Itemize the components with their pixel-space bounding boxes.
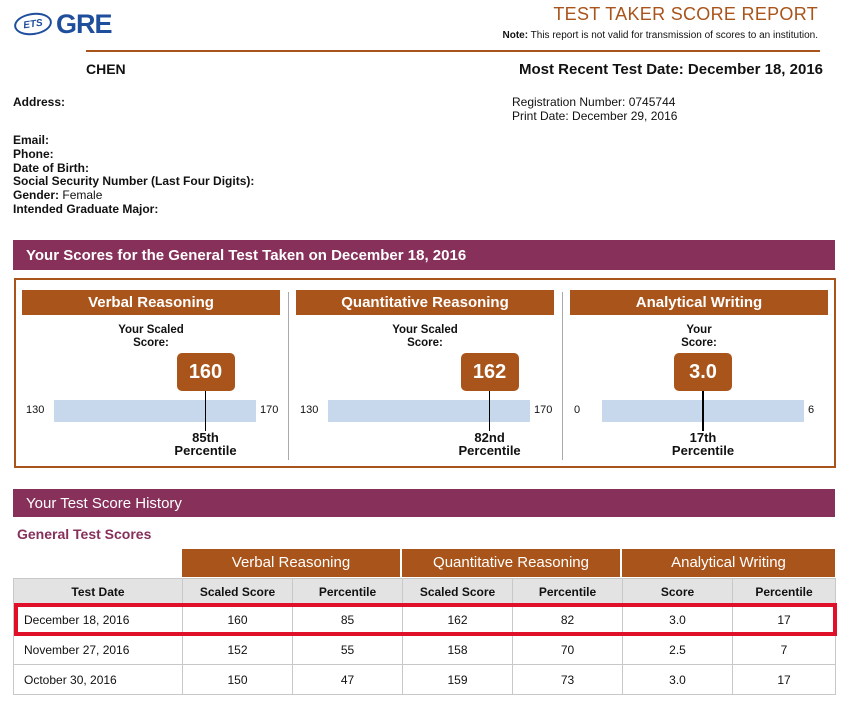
info-label: Intended Graduate Major: — [13, 201, 159, 216]
info-value: Female — [62, 188, 103, 203]
score-cell: 159 — [403, 665, 513, 695]
percentile-rank: 17th — [689, 430, 717, 445]
score-section — [296, 290, 554, 462]
gre-wordmark: GRE — [56, 8, 112, 39]
percentile-word: Percentile — [458, 443, 521, 458]
score-panel — [14, 278, 836, 468]
score-cell: 3.0 — [623, 605, 733, 635]
column-header: Test Date — [14, 579, 183, 605]
score-value-box: 3.0 — [674, 353, 732, 391]
score-marker — [205, 391, 207, 431]
score-cell: 3.0 — [623, 665, 733, 695]
score-cell: 55 — [293, 635, 403, 665]
scale-max-label: 170 — [260, 404, 279, 416]
info-label: Email: — [13, 133, 50, 147]
column-header: Percentile — [293, 579, 403, 605]
info-line — [13, 189, 254, 203]
registration-info — [512, 95, 677, 123]
score-cell: 162 — [403, 605, 513, 635]
column-header: Scaled Score — [183, 579, 293, 605]
scale-min-label: 130 — [26, 404, 45, 416]
section-title: Analytical Writing — [570, 290, 828, 315]
header-divider — [86, 50, 820, 52]
test-date-cell: December 18, 2016 — [14, 605, 183, 635]
scale-min-label: 0 — [574, 404, 581, 416]
score-cell: 2.5 — [623, 635, 733, 665]
info-label: Social Security Number (Last Four Digits): — [13, 174, 255, 189]
scaled-score-label-line: Score: — [681, 337, 717, 349]
score-value-box: 160 — [177, 353, 235, 391]
section-divider — [562, 292, 563, 460]
score-cell: 47 — [293, 665, 403, 695]
print-date: Print Date: December 29, 2016 — [512, 109, 678, 123]
group-header-verbal: Verbal Reasoning — [182, 549, 400, 577]
info-line — [13, 134, 254, 148]
section-title: Verbal Reasoning — [22, 290, 280, 315]
score-marker — [489, 391, 491, 431]
highlight-box — [14, 603, 837, 636]
report-note — [502, 30, 818, 41]
info-label: Gender: — [13, 188, 60, 203]
info-label: Phone: — [13, 146, 54, 161]
score-section — [22, 290, 280, 462]
score-cell: 7 — [733, 635, 836, 665]
score-cell: 82 — [513, 605, 623, 635]
test-date-cell: November 27, 2016 — [14, 635, 183, 665]
table-row — [14, 665, 836, 695]
percentile-rank: 82nd — [474, 430, 505, 445]
info-label: Date of Birth: — [13, 160, 89, 175]
score-cell: 70 — [513, 635, 623, 665]
section-divider — [288, 292, 289, 460]
scaled-score-label-line: Your Scaled — [118, 324, 184, 336]
score-cell: 17 — [733, 605, 836, 635]
percentile-label — [430, 431, 550, 457]
score-section — [570, 290, 828, 462]
score-cell: 85 — [293, 605, 403, 635]
score-cell: 17 — [733, 665, 836, 695]
scale-max-label: 170 — [534, 404, 553, 416]
column-header: Percentile — [733, 579, 836, 605]
note-text: This report is not valid for transmission of scores to an institution. — [530, 30, 818, 41]
score-value-box: 162 — [461, 353, 519, 391]
score-scale-bar — [328, 400, 530, 422]
test-date-cell: October 30, 2016 — [14, 665, 183, 695]
group-header-writing: Analytical Writing — [622, 549, 835, 577]
candidate-info — [13, 134, 254, 217]
scaled-score-label — [570, 324, 828, 350]
score-marker — [702, 391, 704, 431]
note-label: Note: — [502, 30, 529, 41]
score-scale-bar — [54, 400, 256, 422]
scaled-score-label-line: Your — [686, 324, 712, 336]
address-label: Address: — [13, 95, 66, 109]
percentile-label — [146, 431, 266, 457]
score-cell: 160 — [183, 605, 293, 635]
table-header-row — [14, 579, 836, 605]
history-subtitle: General Test Scores — [17, 526, 152, 542]
score-cell: 152 — [183, 635, 293, 665]
history-banner: Your Test Score History — [13, 489, 835, 517]
percentile-word: Percentile — [174, 443, 237, 458]
registration-number: Registration Number: 0745744 — [512, 95, 676, 109]
scale-min-label: 130 — [300, 404, 319, 416]
most-recent-test-date: Most Recent Test Date: December 18, 2016 — [518, 61, 823, 78]
scaled-score-label — [22, 324, 280, 350]
report-title: TEST TAKER SCORE REPORT — [553, 4, 818, 24]
percentile-label — [643, 431, 763, 457]
scaled-score-label-line: Score: — [133, 337, 169, 349]
gre-logo — [14, 8, 112, 40]
column-header: Score — [623, 579, 733, 605]
scale-max-label: 6 — [808, 404, 815, 416]
score-cell: 150 — [183, 665, 293, 695]
score-cell: 158 — [403, 635, 513, 665]
info-line — [13, 175, 254, 189]
candidate-name: CHEN — [86, 61, 126, 77]
info-line — [13, 162, 254, 176]
scaled-score-label-line: Your Scaled — [392, 324, 458, 336]
table-row — [14, 635, 836, 665]
ets-logo-mark: ETS — [13, 10, 54, 37]
section-title: Quantitative Reasoning — [296, 290, 554, 315]
score-cell: 73 — [513, 665, 623, 695]
scaled-score-label — [296, 324, 554, 350]
column-header: Scaled Score — [403, 579, 513, 605]
scaled-score-label-line: Score: — [407, 337, 443, 349]
column-header: Percentile — [513, 579, 623, 605]
scores-banner: Your Scores for the General Test Taken on December 18, 2016 — [13, 240, 835, 270]
percentile-rank: 85th — [192, 430, 219, 445]
info-line — [13, 148, 254, 162]
group-header-quant: Quantitative Reasoning — [402, 549, 620, 577]
info-line — [13, 203, 254, 217]
score-history-table — [13, 578, 836, 695]
percentile-word: Percentile — [671, 443, 735, 458]
